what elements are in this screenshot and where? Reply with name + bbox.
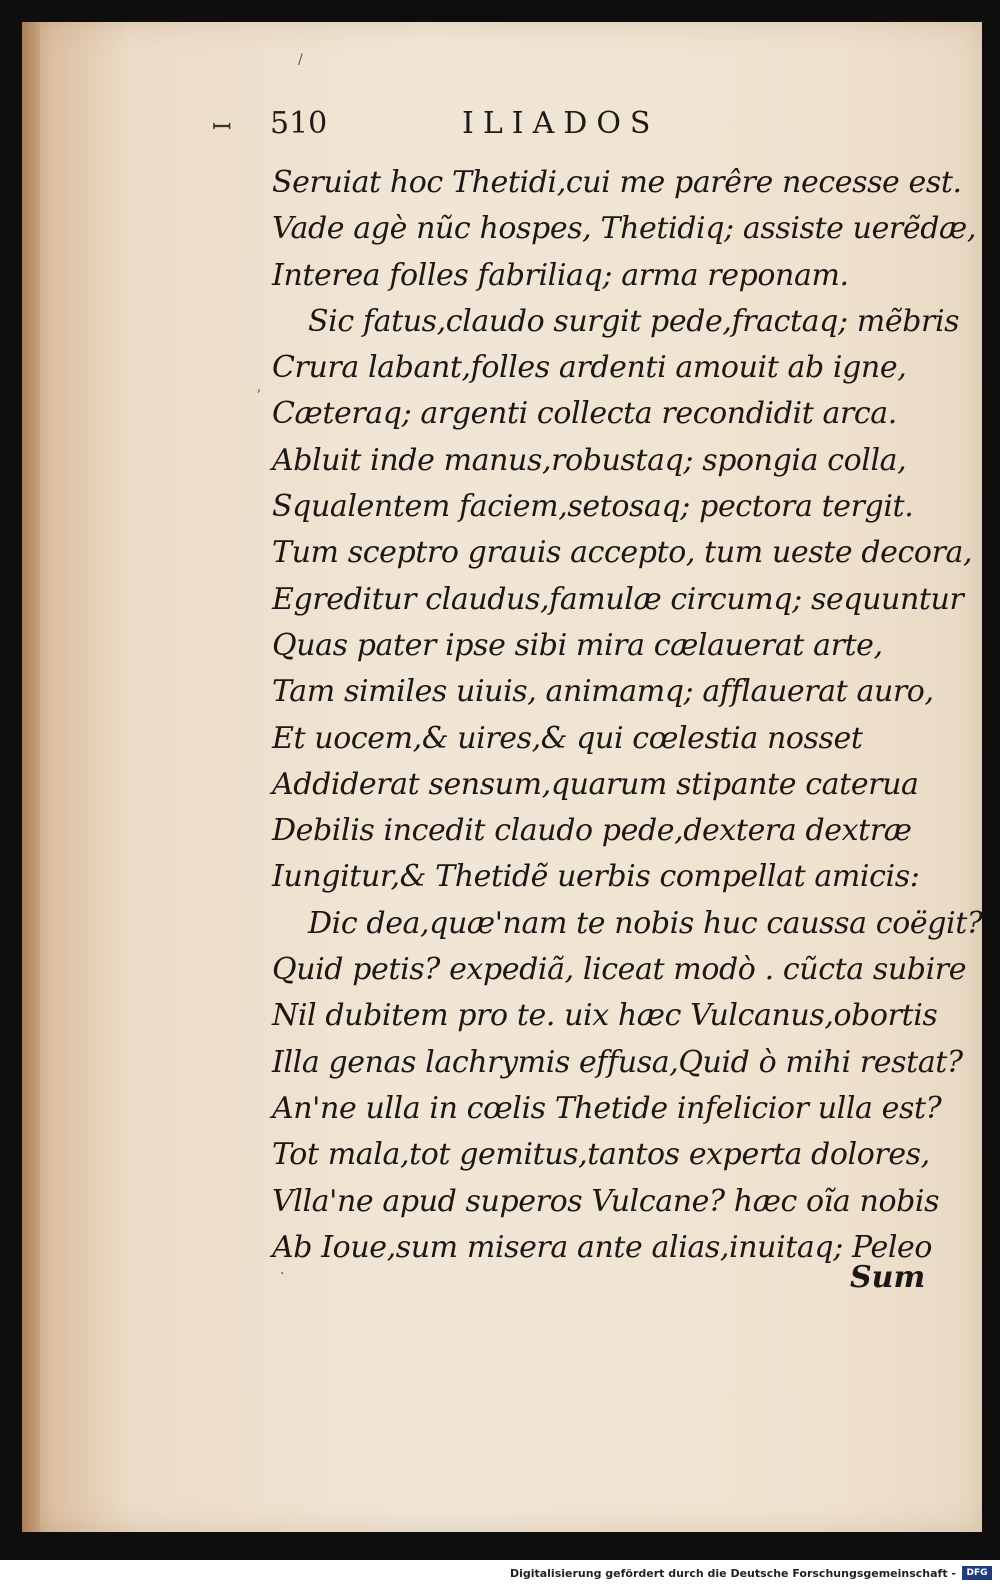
verse-line: Quid petis? expediã, liceat modò . cũcta subire xyxy=(272,952,967,988)
verse-block xyxy=(272,160,983,1271)
verse-line: Tam similes uiuis, animamq; afflauerat auro, xyxy=(272,674,934,710)
verse-line: Addiderat sensum,quarum stipante caterua xyxy=(272,766,919,802)
page-gutter-edge xyxy=(22,22,40,1532)
verse-line: Squalentem faciem,setosaq; pectora tergit. xyxy=(272,489,914,525)
verse-line: Et uocem,& uires,& qui cœlestia nosset xyxy=(272,720,863,756)
verse-line: Sic fatus,claudo surgit pede,fractaq; mẽbris xyxy=(308,303,960,339)
running-head xyxy=(250,106,720,156)
verse-line: Iungitur,& Thetidẽ uerbis compellat amicis: xyxy=(272,859,920,895)
footer-bar xyxy=(0,1560,1000,1588)
verse-line: Dic dea,quæ'nam te nobis huc caussa coëgit? xyxy=(308,905,983,941)
verse-line: Illa genas lachrymis effusa,Quid ò mihi restat? xyxy=(272,1044,963,1080)
ink-speck: / xyxy=(298,52,303,68)
verse-line: Egreditur claudus,famulæ circumq; sequuntur xyxy=(272,581,964,617)
funding-credit: Digitalisierung gefördert durch die Deutsche Forschungsgemeinschaft - xyxy=(509,1567,956,1580)
verse-line: Seruiat hoc Thetidi,cui me parêre necesse est. xyxy=(272,165,962,200)
verse-line: Nil dubitem pro te. uix hæc Vulcanus,obortis xyxy=(272,998,938,1034)
ink-speck: ʼ xyxy=(256,388,261,404)
ink-speck: · xyxy=(280,1266,285,1282)
page-number: 510 xyxy=(270,106,328,141)
verse-line: Quas pater ipse sibi mira cælauerat arte, xyxy=(272,627,883,663)
verse-line: Cæteraq; argenti collecta recondidit arca. xyxy=(272,396,897,432)
verse-line: Ab Ioue,sum misera ante alias,inuitaq; Peleo xyxy=(272,1229,933,1265)
verse-line: Tot mala,tot gemitus,tantos experta dolores, xyxy=(272,1137,930,1173)
catchword: Sum xyxy=(850,1260,926,1295)
verse-line: Debilis incedit claudo pede,dextera dextræ xyxy=(272,813,912,849)
running-title: ILIADOS xyxy=(462,106,660,141)
verse-line: Crura labant,folles ardenti amouit ab igne, xyxy=(272,350,907,386)
margin-ink-mark: ꟷ xyxy=(212,113,232,141)
verse-line: Vade agè nũc hospes, Thetidiq; assiste uerẽdæ, xyxy=(272,211,976,247)
dfg-logo: DFG xyxy=(962,1566,992,1580)
verse-line: Abluit inde manus,robustaq; spongia colla, xyxy=(272,442,907,478)
verse-line: Interea folles fabriliaq; arma reponam. xyxy=(272,257,849,293)
verse-line: An'ne ulla in cœlis Thetide infelicior ulla est? xyxy=(272,1090,942,1126)
verse-line: Vlla'ne apud superos Vulcane? hæc oĩa nobis xyxy=(272,1183,940,1219)
verse-line: Tum sceptro grauis accepto, tum ueste decora, xyxy=(272,535,973,571)
